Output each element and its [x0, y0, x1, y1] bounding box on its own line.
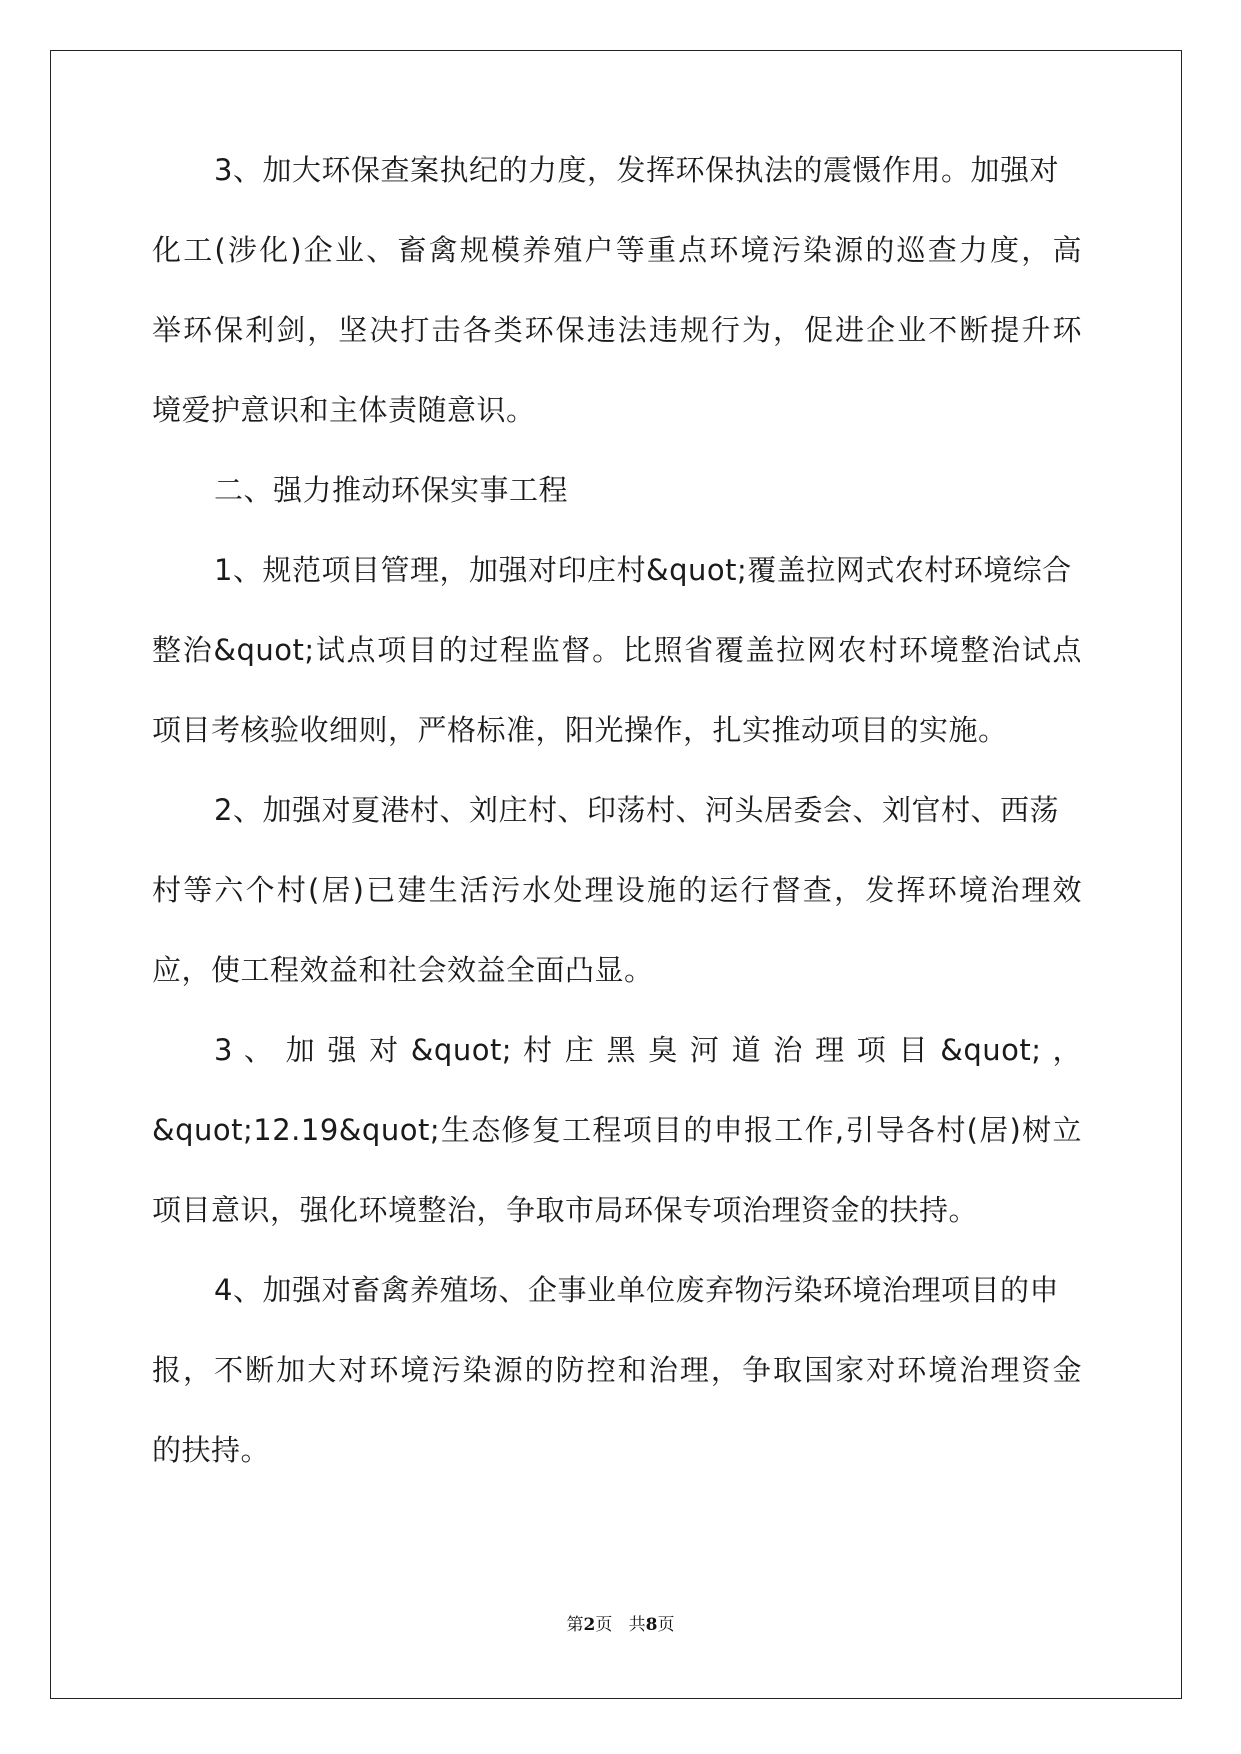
text-line: 的扶持。: [152, 1433, 271, 1467]
page-prefix: 第: [566, 1615, 584, 1635]
text-line: 1、规范项目管理，加强对印庄村&quot;覆盖拉网式农村环境综合: [214, 553, 1072, 587]
text-line: &quot;12.19&quot;生态修复工程项目的申报工作,引导各村(居)树立: [152, 1113, 1082, 1147]
text-line: 整治&quot;试点项目的过程监督。比照省覆盖拉网农村环境整治试点: [152, 633, 1082, 667]
text-line: 项目考核验收细则，严格标准，阳光操作，扎实推动项目的实施。: [152, 713, 1008, 747]
text-line: 3、加大环保查案执纪的力度，发挥环保执法的震慑作用。加强对: [214, 153, 1059, 187]
total-pages: 8: [645, 1615, 658, 1635]
text-line: 应，使工程效益和社会效益全面凸显。: [152, 953, 654, 987]
text-line: 报，不断加大对环境污染源的防控和治理，争取国家对环境治理资金: [152, 1353, 1082, 1387]
text-line: 3 、 加 强 对 &quot; 村 庄 黑 臭 河 道 治 理 项 目 &quot; ，: [214, 1033, 1082, 1067]
page-footer: [0, 1613, 1241, 1637]
text-line: 4、加强对畜禽养殖场、企事业单位废弃物污染环境治理项目的申: [214, 1273, 1059, 1307]
section-heading: 二、强力推动环保实事工程: [214, 473, 569, 507]
text-line: 项目意识，强化环境整治，争取市局环保专项治理资金的扶持。: [152, 1193, 979, 1227]
text-line: 举环保利剑，坚决打击各类环保违法违规行为，促进企业不断提升环: [152, 313, 1082, 347]
page-suffix: 页: [595, 1615, 613, 1635]
total-suffix: 页: [657, 1615, 675, 1635]
text-line: 化工(涉化)企业、畜禽规模养殖户等重点环境污染源的巡查力度，高: [152, 233, 1082, 267]
text-line: 2、加强对夏港村、刘庄村、印荡村、河头居委会、刘官村、西荡: [214, 793, 1059, 827]
total-prefix: 共: [628, 1615, 646, 1635]
text-line: 境爱护意识和主体责随意识。: [152, 393, 536, 427]
text-line: 村等六个村(居)已建生活污水处理设施的运行督查，发挥环境治理效: [152, 873, 1082, 907]
page-number: 2: [583, 1615, 596, 1635]
